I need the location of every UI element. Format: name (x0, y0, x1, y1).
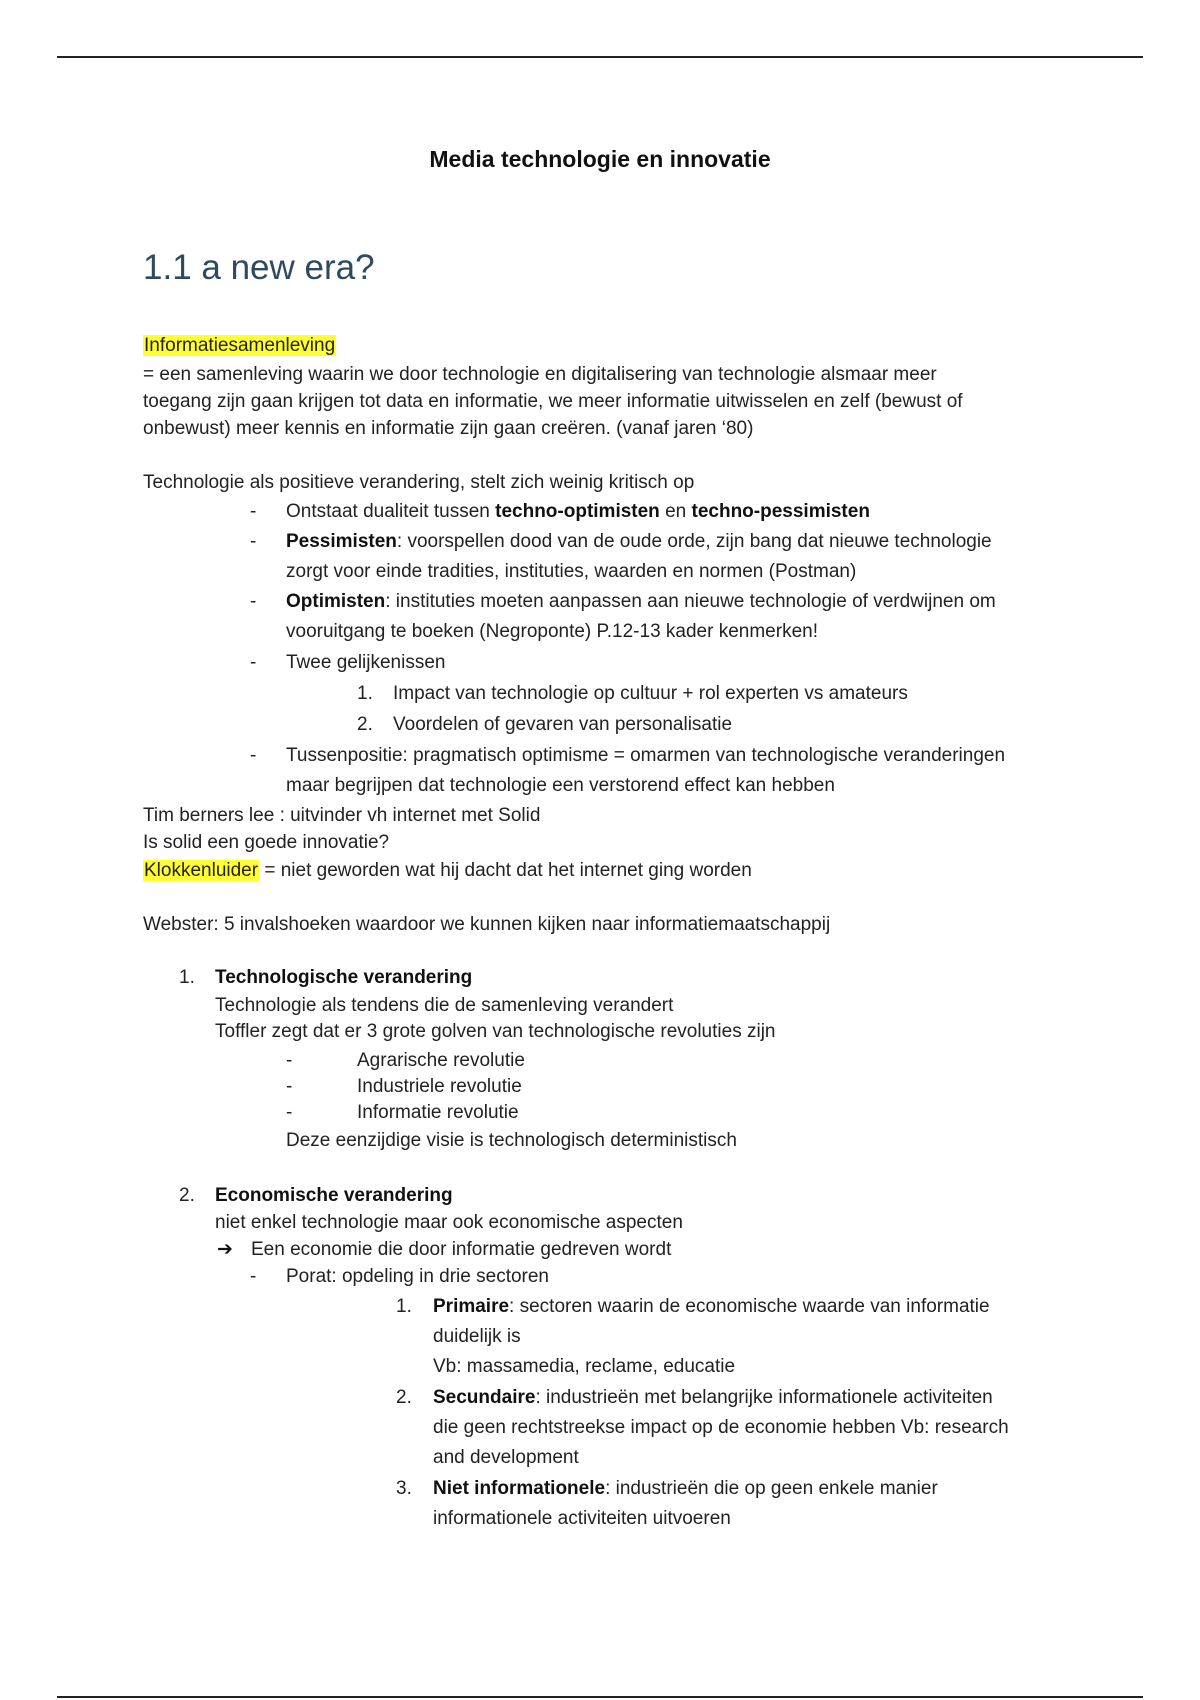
list-item-cont: Vb: massamedia, reclame, educatie (433, 1356, 736, 1377)
list-item: Impact van technologie op cultuur + rol experten vs amateurs (393, 683, 908, 704)
paragraph: Technologie als tendens die de samenleving verandert (215, 995, 674, 1016)
section-heading: 1.1 a new era? (143, 248, 375, 287)
list-number: 3. (396, 1478, 412, 1499)
bullet-dash: - (250, 531, 257, 552)
section-number: 2. (179, 1185, 195, 1206)
bullet-dash: - (250, 652, 257, 673)
bullet-dash: - (250, 1266, 257, 1287)
paragraph: Technologie als positieve verandering, stelt zich weinig kritisch op (143, 472, 695, 493)
list-item-cont: and development (433, 1447, 579, 1468)
list-item-cont: informationele activiteiten uitvoeren (433, 1508, 731, 1529)
bottom-rule (57, 1696, 1143, 1698)
list-number: 1. (396, 1296, 412, 1317)
paragraph: Deze eenzijdige visie is technologisch deterministisch (286, 1130, 737, 1151)
bullet-dash: - (286, 1076, 293, 1097)
bullet-twee: Twee gelijkenissen (286, 652, 446, 673)
bullet-pessimisten-cont: zorgt voor einde tradities, instituties, waarden en normen (Postman) (286, 561, 857, 582)
bullet-optimisten-cont: vooruitgang te boeken (Negroponte) P.12-13 kader kenmerken! (286, 621, 818, 642)
paragraph: Webster: 5 invalshoeken waardoor we kunnen kijken naar informatiemaatschappij (143, 914, 831, 935)
bullet-dash: - (286, 1050, 293, 1071)
paragraph: niet enkel technologie maar ook economische aspecten (215, 1212, 683, 1233)
list-number: 2. (396, 1387, 412, 1408)
definition-line: toegang zijn gaan krijgen tot data en informatie, we meer informatie uitwisselen en zelf (bewust of (143, 391, 963, 412)
bullet-pessimisten: Pessimisten: voorspellen dood van de oude orde, zijn bang dat nieuwe technologie (286, 531, 992, 552)
term-informatiesamenleving (143, 333, 336, 359)
paragraph: Een economie die door informatie gedreven wordt (251, 1239, 672, 1260)
paragraph: Toffler zegt dat er 3 grote golven van technologische revoluties zijn (215, 1021, 776, 1042)
bullet-tussenpositie-cont: maar begrijpen dat technologie een verstorend effect kan hebben (286, 775, 835, 796)
paragraph: Is solid een goede innovatie? (143, 832, 390, 853)
section-title: Economische verandering (215, 1185, 453, 1206)
list-item: Voordelen of gevaren van personalisatie (393, 714, 733, 735)
list-item-cont: duidelijk is (433, 1326, 521, 1347)
list-item-secundaire: Secundaire: industrieën met belangrijke informationele activiteiten (433, 1387, 993, 1408)
list-item-niet-informationele: Niet informationele: industrieën die op geen enkele manier (433, 1478, 938, 1499)
list-item: Agrarische revolutie (357, 1050, 525, 1071)
document-title: Media technologie en innovatie (429, 146, 771, 172)
bullet-dash: - (250, 591, 257, 612)
bullet-dash: - (250, 501, 257, 522)
highlight: Informatiesamenleving (144, 335, 336, 356)
list-item-primaire: Primaire: sectoren waarin de economische waarde van informatie (433, 1296, 990, 1317)
arrow-right-icon: ➔ (217, 1239, 233, 1260)
bullet-tussenpositie: Tussenpositie: pragmatisch optimisme = omarmen van technologische veranderingen (286, 745, 1006, 766)
bullet-dash: - (250, 745, 257, 766)
bullet-dash: - (286, 1102, 293, 1123)
section-title: Technologische verandering (215, 967, 473, 988)
bullet-dualiteit: Ontstaat dualiteit tussen techno-optimisten en techno-pessimisten (286, 501, 870, 522)
list-number: 1. (357, 683, 373, 704)
top-rule (57, 56, 1143, 58)
list-item: Informatie revolutie (357, 1102, 519, 1123)
definition-line: = een samenleving waarin we door technologie en digitalisering van technologie alsmaar meer (143, 364, 937, 385)
list-number: 2. (357, 714, 373, 735)
paragraph: Tim berners lee : uitvinder vh internet met Solid (143, 805, 541, 826)
highlight: Klokkenluider (144, 860, 259, 881)
paragraph: Porat: opdeling in drie sectoren (286, 1266, 549, 1287)
term-klokkenluider: Klokkenluider = niet geworden wat hij dacht dat het internet ging worden (144, 860, 752, 881)
definition-line: onbewust) meer kennis en informatie zijn gaan creëren. (vanaf jaren ‘80) (143, 418, 754, 439)
bullet-optimisten: Optimisten: instituties moeten aanpassen aan nieuwe technologie of verdwijnen om (286, 591, 996, 612)
list-item: Industriele revolutie (357, 1076, 522, 1097)
section-number: 1. (179, 967, 195, 988)
list-item-cont: die geen rechtstreekse impact op de economie hebben Vb: research (433, 1417, 1009, 1438)
